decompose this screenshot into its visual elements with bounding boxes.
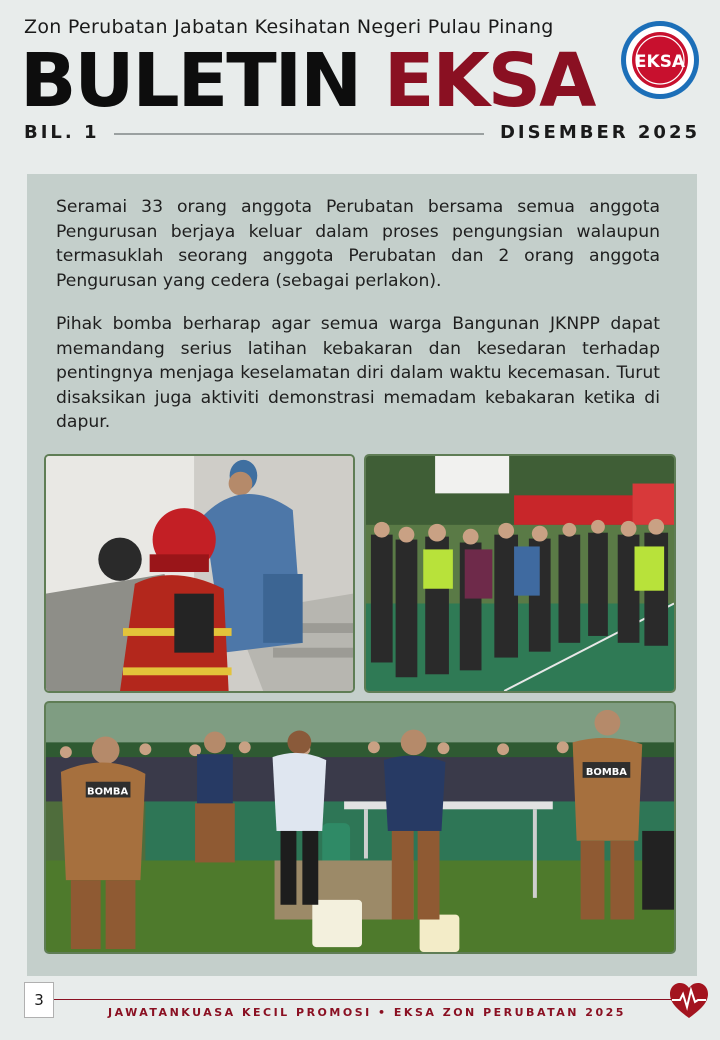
- title-buletin: BULETIN: [20, 38, 384, 124]
- photo-stairwell-rescue: [44, 454, 355, 693]
- heart-pulse-icon: [668, 982, 710, 1020]
- eksa-logo: [620, 20, 700, 100]
- header-divider: [114, 133, 484, 135]
- page-number: 3: [24, 982, 54, 1018]
- footer-text: JAWATANKUASA KECIL PROMOSI • EKSA ZON PERUBATAN 2025: [108, 1006, 626, 1019]
- photo-assembly-area: [364, 454, 676, 693]
- issue-date: DISEMBER 2025: [499, 122, 700, 143]
- header-subtitle: Zon Perubatan Jabatan Kesihatan Negeri Pulau Pinang: [24, 16, 554, 38]
- logo-text: EKSA: [634, 52, 686, 72]
- issue-number: BIL. 1: [24, 122, 100, 143]
- issue-row: [24, 122, 700, 146]
- footer-divider: [54, 999, 672, 1000]
- vest-label-left: BOMBA: [87, 786, 129, 798]
- article-paragraph-1: Seramai 33 orang anggota Perubatan bersama semua anggota Pengurusan berjaya keluar dalam proses pengungsian walaupun termasuklah seorang anggota Perubatan dan 2 orang anggota Pengurusan yang cedera (sebagai perlakon).: [56, 197, 660, 291]
- bulletin-title: [20, 36, 594, 126]
- title-eksa: EKSA: [383, 38, 595, 124]
- photo-fire-demonstration: [44, 701, 676, 954]
- vest-label-right: BOMBA: [585, 766, 627, 778]
- article-paragraph-2: Pihak bomba berharap agar semua warga Bangunan JKNPP dapat memandang serius latihan kebakaran dan kesedaran terhadap pentingnya menjaga keselamatan diri dalam waktu kecemasan. Turut disaksikan juga aktiviti demonstrasi memadam kebakaran ketika di dapur.: [56, 314, 660, 432]
